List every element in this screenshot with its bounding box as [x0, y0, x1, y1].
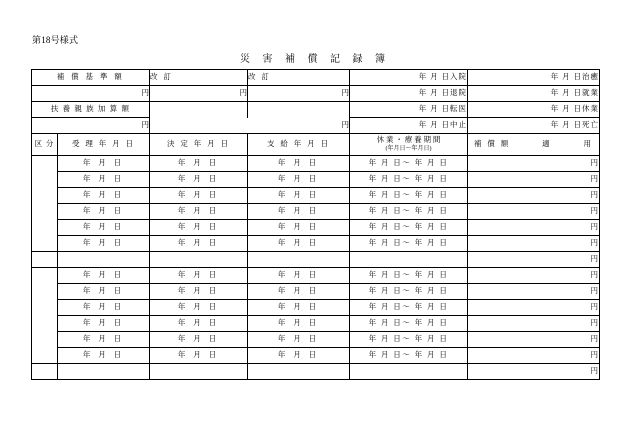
payment-date-cell[interactable]: 年 月 日	[248, 172, 350, 188]
section-cell-group2[interactable]	[32, 268, 58, 364]
decision-date-cell[interactable]: 年 月 日	[150, 188, 248, 204]
decision-date-cell[interactable]: 年 月 日	[150, 284, 248, 300]
table-row	[32, 188, 600, 204]
table-header-row	[32, 134, 600, 156]
table-row	[32, 268, 600, 284]
receipt-date-cell[interactable]: 年 月 日	[58, 156, 150, 172]
decision-date-cell[interactable]: 年 月 日	[150, 172, 248, 188]
table-row	[32, 204, 600, 220]
base-amount-yen[interactable]: 円	[32, 86, 150, 102]
payment-date-cell[interactable]: 年 月 日	[248, 236, 350, 252]
receipt-date-cell[interactable]: 年 月 日	[58, 316, 150, 332]
payment-date-cell[interactable]: 年 月 日	[248, 284, 350, 300]
header-leave-period-main: 休 業 ・ 療 養 期 間	[376, 134, 441, 144]
table-row	[32, 236, 600, 252]
table-row	[32, 284, 600, 300]
event-admission: 年 月 日入院	[350, 70, 468, 86]
leave-period-cell[interactable]: 年 月 日～ 年 月 日	[350, 204, 468, 220]
subtotal-row-group1	[32, 252, 600, 268]
compensation-amount-cell[interactable]: 円	[468, 172, 600, 188]
receipt-date-cell[interactable]: 年 月 日	[58, 284, 150, 300]
leave-period-cell[interactable]: 年 月 日～ 年 月 日	[350, 268, 468, 284]
header-leave-period-sub: (年月日～年月日)	[385, 146, 432, 153]
dependent-allowance-yen-2[interactable]: 円	[150, 118, 350, 134]
subtotal-decision-cell[interactable]	[150, 252, 248, 268]
compensation-record-table	[31, 69, 600, 380]
decision-date-cell[interactable]: 年 月 日	[150, 332, 248, 348]
header-receipt-date: 受 理 年 月 日	[58, 134, 150, 156]
compensation-amount-cell[interactable]: 円	[468, 268, 600, 284]
leave-period-cell[interactable]: 年 月 日～ 年 月 日	[350, 220, 468, 236]
leave-period-cell[interactable]: 年 月 日～ 年 月 日	[350, 284, 468, 300]
payment-date-cell[interactable]: 年 月 日	[248, 220, 350, 236]
subtotal-payment-cell[interactable]	[248, 252, 350, 268]
table-row	[32, 332, 600, 348]
event-transfer-hospital: 年 月 日転医	[350, 102, 468, 118]
dependent-allowance-label: 扶 養 親 族 加 算 額	[32, 102, 150, 118]
leave-period-cell[interactable]: 年 月 日～ 年 月 日	[350, 172, 468, 188]
receipt-date-cell[interactable]: 年 月 日	[58, 188, 150, 204]
compensation-amount-cell[interactable]: 円	[468, 236, 600, 252]
compensation-base-label: 補 償 基 準 額	[32, 70, 150, 86]
receipt-date-cell[interactable]: 年 月 日	[58, 220, 150, 236]
upper-row-1	[32, 70, 600, 86]
header-leave-period	[350, 134, 468, 156]
leave-period-cell[interactable]: 年 月 日～ 年 月 日	[350, 348, 468, 364]
leave-period-cell[interactable]: 年 月 日～ 年 月 日	[350, 316, 468, 332]
payment-date-cell[interactable]: 年 月 日	[248, 348, 350, 364]
section-cell-group1[interactable]	[32, 156, 58, 252]
payment-date-cell[interactable]: 年 月 日	[248, 300, 350, 316]
dependent-allowance-cell-1[interactable]	[150, 102, 248, 118]
compensation-amount-cell[interactable]: 円	[468, 300, 600, 316]
subtotal-period-cell[interactable]	[350, 252, 468, 268]
header-payment-date: 支 給 年 月 日	[248, 134, 350, 156]
subtotal-period-cell[interactable]	[350, 364, 468, 380]
leave-period-cell[interactable]: 年 月 日～ 年 月 日	[350, 332, 468, 348]
header-decision-date: 決 定 年 月 日	[150, 134, 248, 156]
upper-row-3	[32, 102, 600, 118]
compensation-amount-cell[interactable]: 円	[468, 348, 600, 364]
payment-date-cell[interactable]: 年 月 日	[248, 268, 350, 284]
event-leave: 年 月 日休業	[468, 102, 600, 118]
subtotal-payment-cell[interactable]	[248, 364, 350, 380]
decision-date-cell[interactable]: 年 月 日	[150, 300, 248, 316]
decision-date-cell[interactable]: 年 月 日	[150, 268, 248, 284]
subtotal-amount-cell[interactable]: 円	[468, 252, 600, 268]
event-death: 年 月 日死亡	[468, 118, 600, 134]
header-section: 区 分	[32, 134, 58, 156]
receipt-date-cell[interactable]: 年 月 日	[58, 332, 150, 348]
payment-date-cell[interactable]: 年 月 日	[248, 204, 350, 220]
decision-date-cell[interactable]: 年 月 日	[150, 156, 248, 172]
header-compensation-and-remarks	[468, 134, 600, 156]
subtotal-receipt-cell[interactable]	[58, 252, 150, 268]
dependent-allowance-yen[interactable]: 円	[32, 118, 150, 134]
event-cured: 年 月 日治癒	[468, 70, 600, 86]
subtotal-section-cell[interactable]	[32, 364, 58, 380]
table-row	[32, 156, 600, 172]
revision-amount-1-yen[interactable]: 円	[150, 86, 248, 102]
table-row	[32, 300, 600, 316]
compensation-amount-cell[interactable]: 円	[468, 332, 600, 348]
receipt-date-cell[interactable]: 年 月 日	[58, 300, 150, 316]
header-compensation-amount: 補 償 額	[474, 139, 511, 149]
revision-label-1: 改 訂	[150, 70, 248, 86]
table-row	[32, 348, 600, 364]
subtotal-decision-cell[interactable]	[150, 364, 248, 380]
compensation-amount-cell[interactable]: 円	[468, 284, 600, 300]
decision-date-cell[interactable]: 年 月 日	[150, 316, 248, 332]
payment-date-cell[interactable]: 年 月 日	[248, 188, 350, 204]
decision-date-cell[interactable]: 年 月 日	[150, 204, 248, 220]
compensation-amount-cell[interactable]: 円	[468, 188, 600, 204]
page-title: 災 害 補 償 記 録 簿	[240, 54, 390, 65]
payment-date-cell[interactable]: 年 月 日	[248, 332, 350, 348]
receipt-date-cell[interactable]: 年 月 日	[58, 172, 150, 188]
table-row	[32, 172, 600, 188]
subtotal-section-cell[interactable]	[32, 252, 58, 268]
header-remarks-right: 用	[583, 139, 593, 149]
leave-period-cell[interactable]: 年 月 日～ 年 月 日	[350, 156, 468, 172]
dependent-allowance-cell-2[interactable]	[248, 102, 350, 118]
compensation-amount-cell[interactable]: 円	[468, 156, 600, 172]
event-discharge: 年 月 日退院	[350, 86, 468, 102]
receipt-date-cell[interactable]: 年 月 日	[58, 204, 150, 220]
decision-date-cell[interactable]: 年 月 日	[150, 236, 248, 252]
receipt-date-cell[interactable]: 年 月 日	[58, 348, 150, 364]
upper-row-2	[32, 86, 600, 102]
subtotal-row-group2	[32, 364, 600, 380]
event-suspension: 年 月 日中止	[350, 118, 468, 134]
subtotal-amount-cell[interactable]: 円	[468, 364, 600, 380]
payment-date-cell[interactable]: 年 月 日	[248, 316, 350, 332]
compensation-amount-cell[interactable]: 円	[468, 220, 600, 236]
subtotal-receipt-cell[interactable]	[58, 364, 150, 380]
upper-row-4	[32, 118, 600, 134]
leave-period-cell[interactable]: 年 月 日～ 年 月 日	[350, 300, 468, 316]
receipt-date-cell[interactable]: 年 月 日	[58, 236, 150, 252]
table-row	[32, 220, 600, 236]
event-return-to-work: 年 月 日就業	[468, 86, 600, 102]
receipt-date-cell[interactable]: 年 月 日	[58, 268, 150, 284]
table-row	[32, 316, 600, 332]
revision-amount-2-yen[interactable]: 円	[248, 86, 350, 102]
form-number: 第18号様式	[32, 35, 79, 45]
decision-date-cell[interactable]: 年 月 日	[150, 348, 248, 364]
leave-period-cell[interactable]: 年 月 日～ 年 月 日	[350, 188, 468, 204]
header-remarks: 適	[542, 139, 552, 149]
revision-label-2: 改 訂	[248, 70, 350, 86]
decision-date-cell[interactable]: 年 月 日	[150, 220, 248, 236]
payment-date-cell[interactable]: 年 月 日	[248, 156, 350, 172]
compensation-amount-cell[interactable]: 円	[468, 204, 600, 220]
compensation-amount-cell[interactable]: 円	[468, 316, 600, 332]
leave-period-cell[interactable]: 年 月 日～ 年 月 日	[350, 236, 468, 252]
